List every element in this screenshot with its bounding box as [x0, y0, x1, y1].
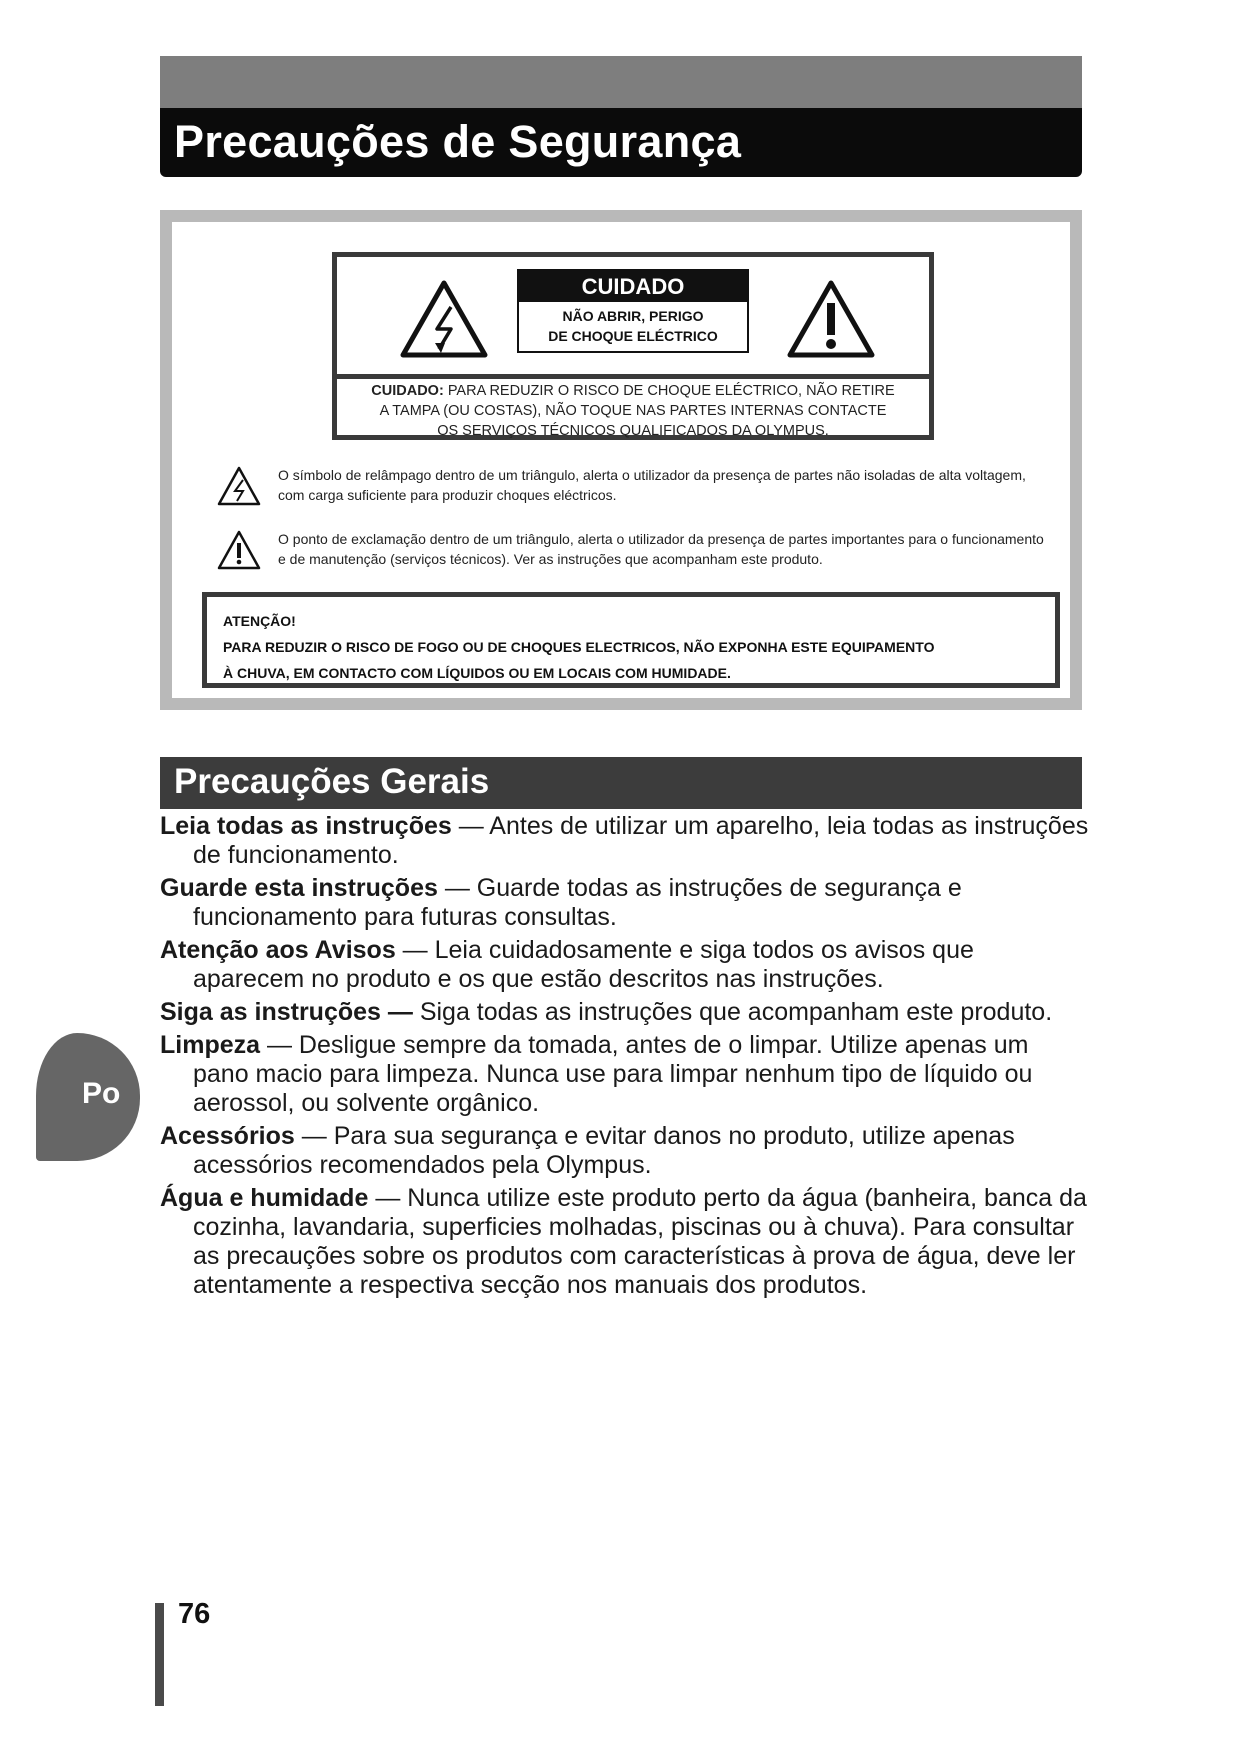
precaution-text: — Desligue sempre da tomada, antes de o limpar. Utilize apenas um pano macio para limpeza. Nunca use para limpar nenhum tipo de líquido ou aerossol, ou solvente orgânico.	[193, 1031, 1033, 1117]
precaution-term: Atenção aos Avisos	[160, 936, 396, 964]
language-tab-label: Po	[82, 1077, 121, 1110]
section-title: Precauções Gerais	[174, 762, 490, 801]
lightning-warning-icon	[399, 279, 489, 364]
safety-warning-panel	[160, 210, 1082, 710]
precaution-item	[160, 998, 1090, 1027]
precaution-item	[160, 812, 1090, 870]
header-title-bar	[160, 108, 1082, 177]
precaution-term: Acessórios	[160, 1122, 295, 1150]
precaution-text: — Leia cuidadosamente e siga todos os avisos que aparecem no produto e os que estão descritos nas instruções.	[193, 936, 974, 993]
attention-line2: À CHUVA, EM CONTACTO COM LÍQUIDOS OU EM LOCAIS COM HUMIDADE.	[223, 665, 731, 681]
precaution-term: Guarde esta instruções	[160, 874, 438, 902]
precaution-item	[160, 874, 1090, 932]
precaution-text: — Nunca utilize este produto perto da água (banheira, banca da cozinha, lavandaria, superficies molhadas, piscinas ou à chuva). Para consultar as precauções sobre os produtos com características à prova de água, deve ler atentamente a respectiva secção nos manuais dos produtos.	[193, 1184, 1087, 1299]
caution-statement-line3: OS SERVIÇOS TÉCNICOS QUALIFICADOS DA OLYMPUS.	[437, 423, 829, 439]
precaution-term: Leia todas as instruções	[160, 812, 452, 840]
lightning-small-icon	[216, 465, 262, 512]
general-precautions-header	[160, 757, 1082, 809]
precaution-text: Siga todas as instruções que acompanham este produto.	[412, 998, 1053, 1026]
page-number: 76	[178, 1598, 211, 1630]
caution-statement-lead: CUIDADO:	[371, 383, 444, 399]
page-header	[160, 56, 1082, 177]
lightning-note-text: O símbolo de relâmpago dentro de um triângulo, alerta o utilizador da presença de partes não isoladas de alta voltagem, com carga suficiente para produzir choques eléctricos.	[278, 467, 1026, 503]
caution-divider	[337, 374, 929, 379]
caution-label	[517, 269, 749, 353]
precaution-term: Água e humidade	[160, 1184, 369, 1212]
exclamation-warning-icon	[786, 279, 876, 364]
precaution-term: Siga as instruções —	[160, 998, 413, 1026]
caution-box	[332, 252, 934, 440]
caution-statement-line1: PARA REDUZIR O RISCO DE CHOQUE ELÉCTRICO, NÃO RETIRE	[443, 383, 895, 399]
caution-heading: CUIDADO	[519, 271, 747, 302]
caution-statement	[337, 381, 929, 441]
exclamation-note-text: O ponto de exclamação dentro de um triângulo, alerta o utilizador da presença de partes importantes para o funcionamento e de manutenção (serviços técnicos). Ver as instruções que acompanham este produto.	[278, 531, 1044, 567]
page-number-rule	[155, 1603, 164, 1706]
caution-subtext	[519, 302, 747, 346]
caution-statement-line2: A TAMPA (OU COSTAS), NÃO TOQUE NAS PARTES INTERNAS CONTACTE	[379, 403, 887, 419]
attention-heading: ATENÇÃO!	[223, 613, 296, 629]
precaution-text: — Para sua segurança e evitar danos no produto, utilize apenas acessórios recomendados pela Olympus.	[193, 1122, 1015, 1179]
precaution-item	[160, 936, 1090, 994]
header-top-stripe	[160, 56, 1082, 108]
exclamation-small-icon	[216, 529, 262, 576]
caution-subtext-line2: DE CHOQUE ELÉCTRICO	[548, 328, 718, 344]
caution-subtext-line1: NÃO ABRIR, PERIGO	[562, 308, 704, 324]
precaution-item	[160, 1184, 1090, 1300]
precaution-text: — Guarde todas as instruções de segurança e funcionamento para futuras consultas.	[193, 874, 962, 931]
precautions-list	[160, 812, 1090, 1304]
precaution-term: Limpeza	[160, 1031, 261, 1059]
attention-line1: PARA REDUZIR O RISCO DE FOGO OU DE CHOQUES ELECTRICOS, NÃO EXPONHA ESTE EQUIPAMENTO	[223, 639, 935, 655]
attention-box	[202, 592, 1060, 688]
precaution-item	[160, 1122, 1090, 1180]
precaution-text: — Antes de utilizar um aparelho, leia todas as instruções de funcionamento.	[193, 812, 1089, 869]
page-title: Precauções de Segurança	[174, 116, 742, 167]
language-tab	[36, 1033, 140, 1161]
precaution-item	[160, 1031, 1090, 1118]
